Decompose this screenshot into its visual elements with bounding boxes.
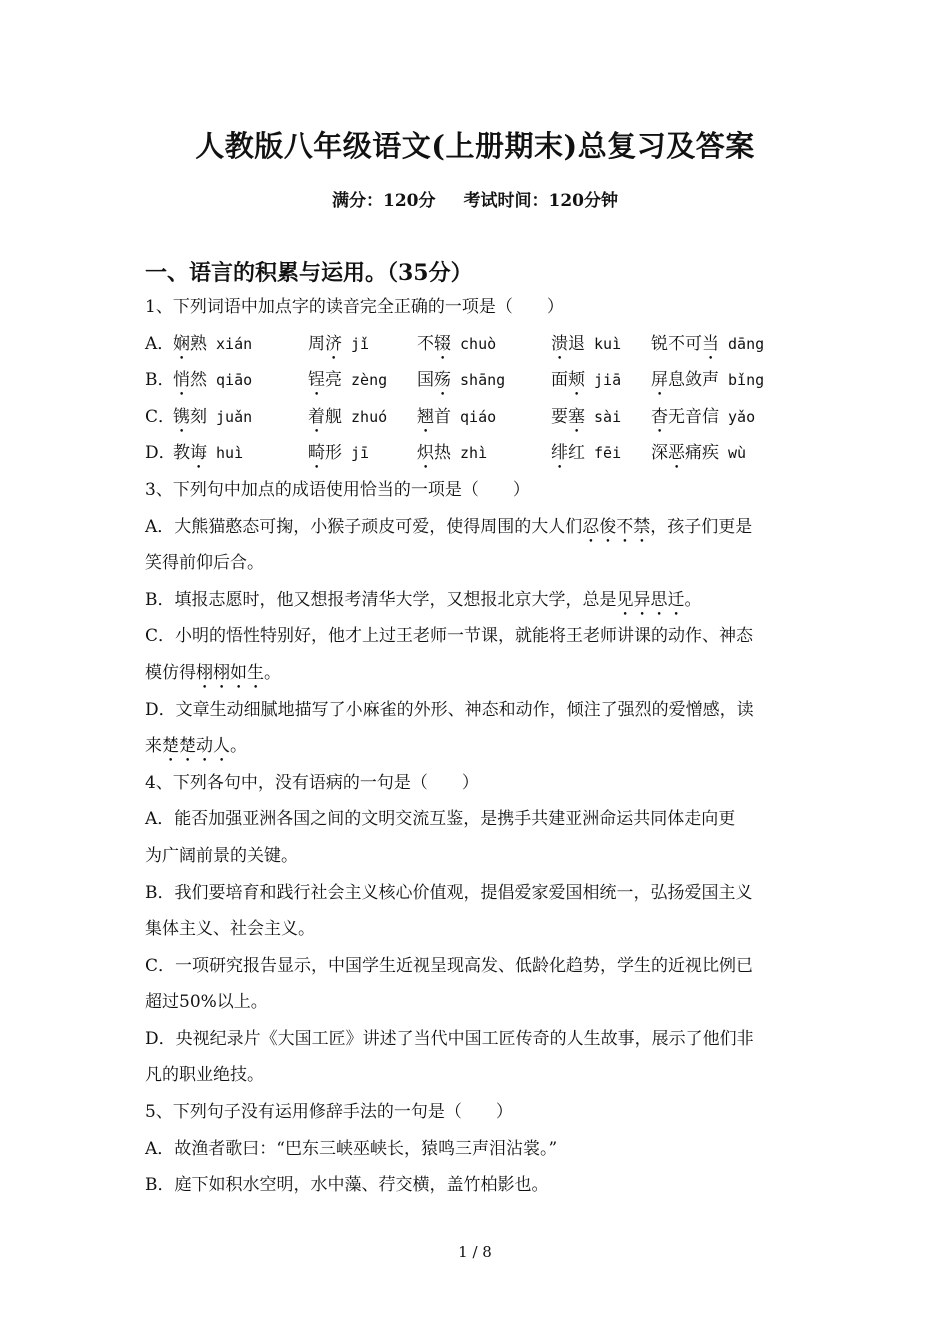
q3-option-a: [145, 509, 810, 546]
q4-option-d: D．央视纪录片《大国工匠》讲述了当代中国工匠传奇的人生故事，展示了他们非: [145, 1028, 754, 1049]
pinyin: zhì: [451, 444, 488, 463]
word-text: 痛疾: [685, 443, 719, 464]
q3-a-text-end: ，孩子们更是: [650, 516, 753, 537]
word-item: [308, 399, 387, 437]
q1-option-d: [145, 435, 810, 472]
word-text: 首: [434, 406, 451, 427]
word-text: 教: [173, 443, 190, 464]
word-text: 形: [325, 443, 342, 464]
word-text: 国: [417, 370, 434, 391]
q5-option-a: A．故渔者歌曰：“巴东三峡巫峡长，猿鸣三声泪沾裳。”: [145, 1138, 558, 1159]
dotted-char: 翘: [417, 406, 434, 427]
dotted-char: 绯: [551, 443, 568, 464]
q4-option-a: A．能否加强亚洲各国之间的文明交流互鉴，是携手共建亚洲命运共同体走向更: [145, 809, 736, 830]
pinyin: zèng: [342, 371, 388, 390]
question-content: [145, 289, 810, 1204]
section-heading: 一、语言的积累与运用。（35分）: [145, 260, 473, 286]
q4-option-c-cont: 超过50%以上。: [145, 992, 268, 1013]
word-text: 周: [308, 333, 325, 354]
q3-b-text: B．填报志愿时，他又想报考清华大学，又想报北京大学，总是: [145, 589, 617, 610]
q5-stem: 5、下列句子没有运用修辞手法的一句是（ ）: [145, 1102, 513, 1123]
word-item: [173, 362, 252, 400]
word-text: 息敛声: [668, 370, 719, 391]
word-text: 然: [190, 370, 207, 391]
word-item: [173, 399, 252, 437]
word-text: 刻: [190, 406, 207, 427]
q5-option-b: B．庭下如积水空明，水中藻、荇交横，盖竹柏影也。: [145, 1175, 549, 1196]
dotted-char: 辍: [434, 333, 451, 354]
pinyin: jī: [342, 444, 370, 463]
q3-a-text: A．大熊猫憨态可掬，小猴子顽皮可爱，使得周围的大人们: [145, 516, 583, 537]
dotted-char: 屏: [651, 370, 668, 391]
word-text: 退: [568, 333, 585, 354]
q3-option-c: C．小明的悟性特别好，他才上过王老师一节课，就能将王老师讲课的动作、神态: [145, 626, 754, 647]
word-item: [651, 362, 764, 400]
word-text: 深: [651, 443, 668, 464]
dotted-char: 杳: [651, 406, 668, 427]
full-score: 满分：120分: [332, 191, 436, 211]
pinyin: fēi: [585, 444, 622, 463]
word-text: 要: [551, 406, 568, 427]
dotted-char: 济: [325, 333, 342, 354]
pinyin: sài: [585, 407, 622, 426]
dotted-char: 锃: [308, 370, 325, 391]
pinyin: kuì: [585, 334, 622, 353]
word-item: [173, 435, 243, 473]
word-item: [551, 399, 621, 437]
option-label: C．: [145, 406, 176, 427]
q1-option-a: [145, 326, 810, 363]
word-item: [417, 399, 496, 437]
q3-option-b: [145, 582, 810, 619]
pinyin: juǎn: [207, 407, 253, 426]
q3-b-idiom: 见异思迁: [616, 589, 685, 610]
pinyin: jǐ: [342, 334, 370, 353]
word-item: [651, 435, 746, 473]
q3-option-d: D．文章生动细腻地描写了小麻雀的外形、神态和动作，倾注了强烈的爱憎感，读: [145, 699, 754, 720]
q3-d-idiom: 楚楚动人: [162, 736, 230, 757]
q3-d-text: 来: [145, 736, 162, 757]
word-item: [551, 362, 621, 400]
dotted-char: 畸: [308, 443, 325, 464]
dotted-char: 颊: [568, 370, 585, 391]
q4-option-b-cont: 集体主义、社会主义。: [145, 919, 315, 940]
word-text: 红: [568, 443, 585, 464]
dotted-char: 溃: [551, 333, 568, 354]
exam-time: 考试时间：120分钟: [463, 191, 618, 211]
dotted-char: 着: [308, 406, 325, 427]
dotted-char: 当: [702, 333, 719, 354]
option-label: D．: [145, 443, 176, 464]
word-text: 熟: [190, 333, 207, 354]
pinyin: xián: [207, 334, 253, 353]
word-item: [551, 435, 621, 473]
q3-option-d-cont: [145, 728, 810, 765]
q3-option-a-cont: 笑得前仰后合。: [145, 553, 264, 574]
exam-meta: [0, 186, 950, 211]
q1-option-b: [145, 362, 810, 399]
word-item: [308, 362, 387, 400]
document-title: 人教版八年级语文(上册期末)总复习及答案: [195, 129, 755, 163]
dotted-char: 诲: [190, 443, 207, 464]
word-text: 不: [417, 333, 434, 354]
word-text: 热: [434, 443, 451, 464]
pinyin: chuò: [451, 334, 497, 353]
word-item: [551, 326, 621, 364]
pinyin: qiāo: [207, 371, 253, 390]
word-item: [173, 326, 252, 364]
dotted-char: 镌: [173, 406, 190, 427]
pinyin: shāng: [451, 371, 506, 390]
word-item: [651, 326, 764, 364]
word-text: 面: [551, 370, 568, 391]
q3-c-text: 模仿得: [145, 662, 196, 683]
q3-c-idiom: 栩栩如生: [196, 662, 264, 683]
pinyin: bǐng: [719, 371, 765, 390]
word-item: [417, 362, 505, 400]
word-text: 亮: [325, 370, 342, 391]
q4-option-c: C．一项研究报告显示，中国学生近视呈现高发、低龄化趋势，学生的近视比例已: [145, 955, 754, 976]
pinyin: wù: [719, 444, 747, 463]
dotted-char: 殇: [434, 370, 451, 391]
pinyin: yǎo: [719, 407, 756, 426]
q3-a-idiom: 忍俊不禁: [582, 516, 651, 537]
dotted-char: 炽: [417, 443, 434, 464]
word-item: [308, 326, 369, 364]
page-number: 1 / 8: [458, 1243, 492, 1261]
option-label: A．: [145, 333, 175, 354]
q4-option-d-cont: 凡的职业绝技。: [145, 1065, 264, 1086]
option-label: B．: [145, 370, 175, 391]
q3-stem: 3、下列句中加点的成语使用恰当的一项是（ ）: [145, 479, 530, 500]
dotted-char: 娴: [173, 333, 190, 354]
q3-option-c-cont: [145, 655, 810, 692]
q1-option-c: [145, 399, 810, 436]
pinyin: jiā: [585, 371, 622, 390]
q4-stem: 4、下列各句中，没有语病的一句是（ ）: [145, 772, 479, 793]
q4-option-b: B．我们要培育和践行社会主义核心价值观，提倡爱家爱国相统一，弘扬爱国主义: [145, 882, 753, 903]
dotted-char: 恶: [668, 443, 685, 464]
q4-option-a-cont: 为广阔前景的关键。: [145, 845, 298, 866]
word-item: [651, 399, 755, 437]
pinyin: dāng: [719, 334, 765, 353]
word-text: 舰: [325, 406, 342, 427]
q3-b-text-end: 。: [684, 589, 702, 610]
word-text: 无音信: [668, 406, 719, 427]
pinyin: zhuó: [342, 407, 388, 426]
word-item: [308, 435, 369, 473]
pinyin: huì: [207, 444, 244, 463]
q3-d-text-end: 。: [230, 736, 247, 757]
q1-stem: 1、下列词语中加点字的读音完全正确的一项是（ ）: [145, 297, 564, 317]
q3-c-text-end: 。: [264, 662, 281, 683]
word-item: [417, 435, 487, 473]
pinyin: qiáo: [451, 407, 497, 426]
dotted-char: 悄: [173, 370, 190, 391]
word-text: 锐不可: [651, 333, 702, 354]
dotted-char: 塞: [568, 406, 585, 427]
word-item: [417, 326, 496, 364]
